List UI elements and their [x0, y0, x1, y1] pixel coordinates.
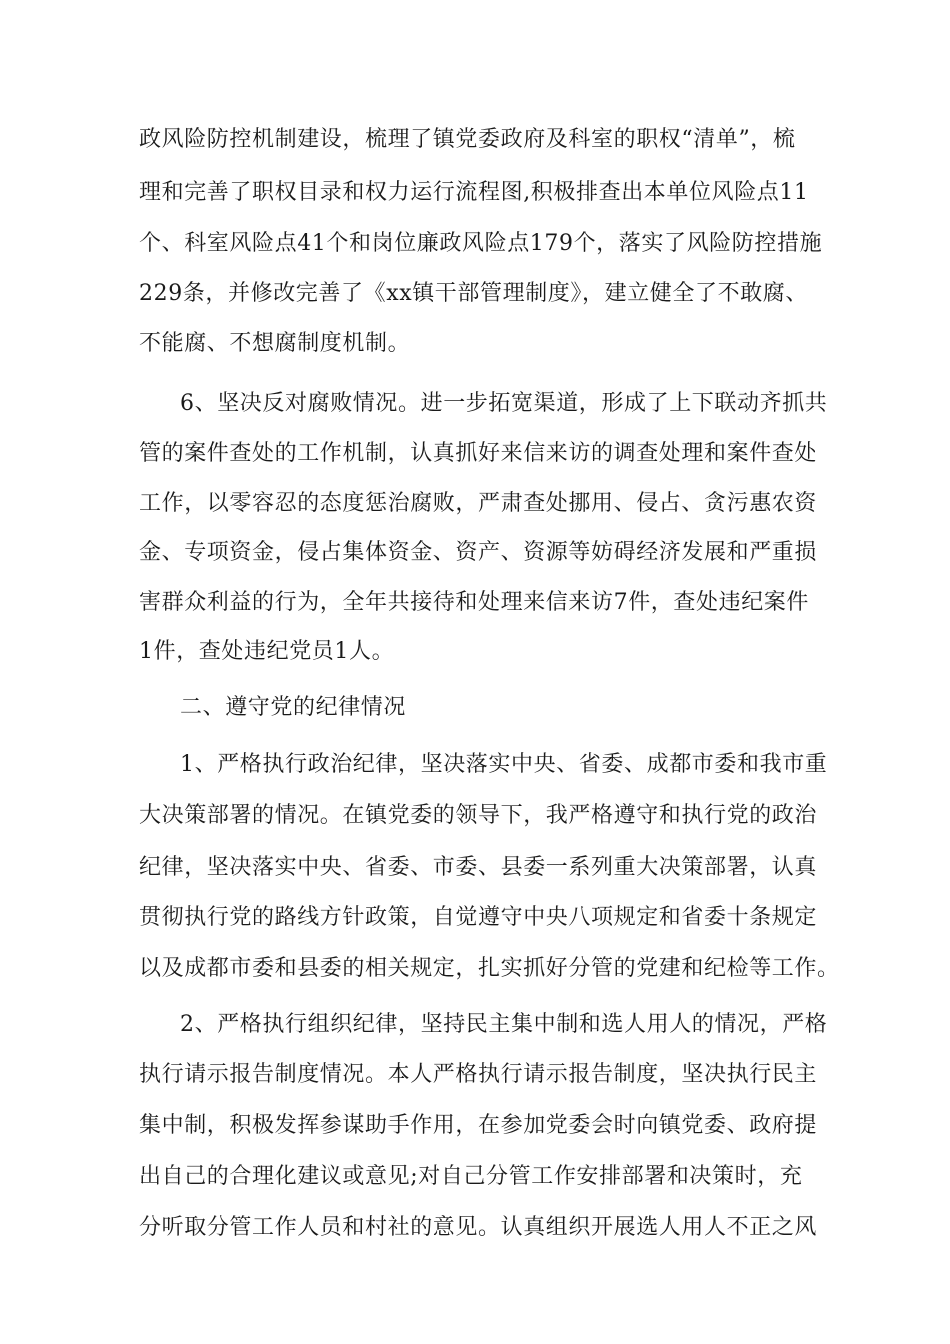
text-line: 以及成都市委和县委的相关规定，扎实抓好分管的党建和纪检等工作。	[139, 956, 840, 981]
text-line: 出自己的合理化建议或意见;对自己分管工作安排部署和决策时，充	[139, 1164, 803, 1189]
text-line: 害群众利益的行为，全年共接待和处理来信来访7件，查处违纪案件	[139, 590, 809, 615]
text-line: 229条，并修改完善了《xx镇干部管理制度》，建立健全了不敢腐、	[139, 281, 809, 306]
text-line: 个、科室风险点41个和岗位廉政风险点179个，落实了风险防控措施	[139, 231, 823, 256]
section-heading: 二、遵守党的纪律情况	[180, 695, 407, 720]
text-line: 纪律，坚决落实中央、省委、市委、县委一系列重大决策部署，认真	[139, 855, 818, 880]
text-line: 执行请示报告制度情况。本人严格执行请示报告制度，坚决执行民主	[139, 1062, 818, 1087]
text-line: 理和完善了职权目录和权力运行流程图,积极排查出本单位风险点11	[139, 180, 809, 205]
text-line: 贯彻执行党的路线方针政策，自觉遵守中央八项规定和省委十条规定	[139, 905, 818, 930]
text-line: 集中制，积极发挥参谋助手作用，在参加党委会时向镇党委、政府提	[139, 1113, 818, 1138]
paragraph-first-line: 6、坚决反对腐败情况。进一步拓宽渠道，形成了上下联动齐抓共	[180, 391, 828, 416]
text-line: 不能腐、不想腐制度机制。	[139, 331, 411, 356]
paragraph-first-line: 1、严格执行政治纪律，坚决落实中央、省委、成都市委和我市重	[180, 752, 828, 777]
text-line: 大决策部署的情况。在镇党委的领导下，我严格遵守和执行党的政治	[139, 803, 818, 828]
text-line: 金、专项资金，侵占集体资金、资产、资源等妨碍经济发展和严重损	[139, 540, 818, 565]
text-line: 分听取分管工作人员和村社的意见。认真组织开展选人用人不正之风	[139, 1215, 818, 1240]
paragraph-first-line: 2、严格执行组织纪律，坚持民主集中制和选人用人的情况，严格	[180, 1012, 828, 1037]
text-line: 1件，查处违纪党员1人。	[139, 639, 395, 664]
text-line: 政风险防控机制建设，梳理了镇党委政府及科室的职权“清单”，梳	[139, 127, 796, 152]
text-line: 管的案件查处的工作机制，认真抓好来信来访的调查处理和案件查处	[139, 441, 818, 466]
text-line: 工作，以零容忍的态度惩治腐败，严肃查处挪用、侵占、贪污惠农资	[139, 491, 818, 516]
